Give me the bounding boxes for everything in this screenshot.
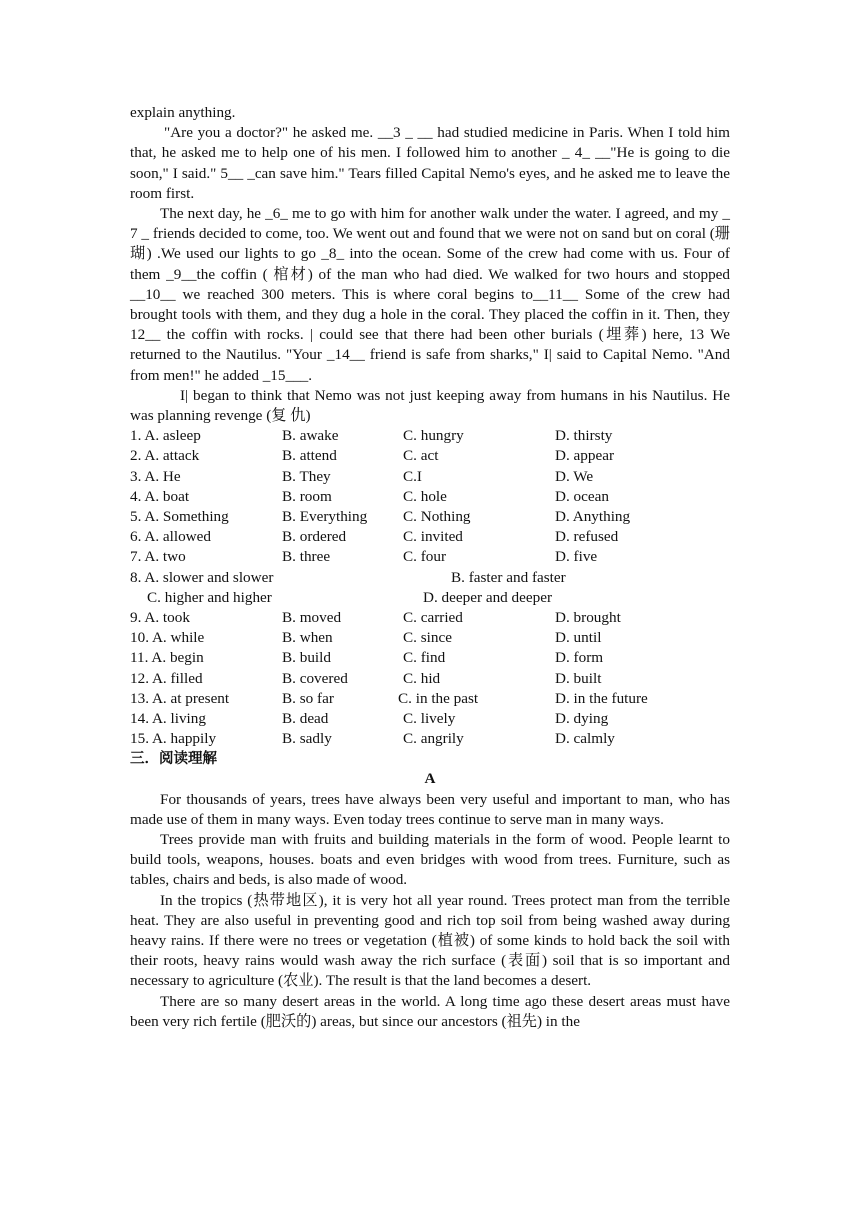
- option-c: C. carried: [403, 608, 463, 626]
- option-d: D. ocean: [555, 487, 609, 505]
- option-b: B. faster and faster: [451, 568, 566, 586]
- option-b: B. room: [282, 487, 332, 505]
- option-row-8b: [130, 588, 730, 608]
- option-row: [130, 446, 730, 466]
- option-d: D. form: [555, 649, 604, 667]
- option-a: 13. A. at present: [130, 689, 230, 707]
- option-d: D. five: [555, 548, 598, 566]
- option-c: C. higher and higher: [147, 588, 272, 606]
- cloze-paragraph-3: I| began to think that Nemo was not just keeping away from humans in his Nautilus. He was planning revenge (复 仇): [130, 386, 730, 425]
- option-a: 8. A. slower and slower: [130, 568, 274, 586]
- option-a: 7. A. two: [130, 548, 186, 566]
- option-row: [130, 527, 730, 547]
- option-a: 1. A. asleep: [130, 427, 201, 445]
- option-a: 10. A. while: [130, 629, 205, 647]
- option-b: B. awake: [282, 427, 339, 445]
- option-d: D. dying: [555, 709, 609, 727]
- option-c: C. in the past: [398, 689, 479, 707]
- cloze-paragraph-1: "Are you a doctor?" he asked me. __3 _ __ had studied medicine in Paris. When I told him that, he asked me to help one of his men. I followed him to another _ 4_ __"He is going to die soon," I said." 5__ _can save him." Tears filled Capital Nemo's eyes, and he asked me to leave the room first.: [130, 124, 730, 202]
- option-d: D. calmly: [555, 730, 615, 748]
- option-b: B. when: [282, 629, 333, 647]
- option-c: C. hungry: [403, 427, 464, 445]
- option-b: B. dead: [282, 709, 329, 727]
- option-d: D. deeper and deeper: [423, 588, 553, 606]
- reading-paragraph: For thousands of years, trees have always been very useful and important to man, who has made use of them in many ways. Even today trees continue to serve man in many ways.: [130, 790, 730, 828]
- option-c: C. four: [403, 548, 447, 566]
- option-d: D. Anything: [555, 508, 631, 525]
- option-row: [130, 628, 730, 648]
- option-d: D. in the future: [555, 689, 648, 707]
- option-row: [130, 729, 730, 749]
- option-d: D. appear: [555, 447, 615, 465]
- cloze-options: [130, 426, 730, 749]
- option-d: D. built: [555, 669, 602, 687]
- option-d: D. until: [555, 629, 602, 647]
- option-c: C. lively: [403, 709, 456, 727]
- reading-paragraph: In the tropics (热带地区), it is very hot all year round. Trees protect man from the terrible heat. They are also useful in preventing good and rich top soil from being washed away during heavy rains. If there were no trees or vegetation (植被) of some kinds to hold back the soil with their roots, heavy rains would wash away the rich surface (表面) soil that is so important and necessary to agriculture (农业). The result is that the land becomes a desert.: [130, 891, 730, 990]
- option-row: [130, 467, 730, 487]
- option-c: C. hole: [403, 487, 447, 505]
- option-c: C. invited: [403, 528, 463, 546]
- reading-paragraph: Trees provide man with fruits and building materials in the form of wood. People learnt to build tools, weapons, houses. boats and even bridges with wood from trees. Furniture, such as tables, chairs and beds, is also made of wood.: [130, 831, 730, 889]
- option-a: 11. A. begin: [130, 649, 204, 667]
- option-b: B. three: [282, 548, 331, 566]
- cloze-line-0: explain anything.: [130, 104, 236, 121]
- option-a: 15. A. happily: [130, 730, 217, 748]
- option-c: C. find: [403, 649, 446, 667]
- option-c: C. act: [403, 447, 439, 465]
- option-c: C. Nothing: [403, 508, 471, 525]
- option-a: 6. A. allowed: [130, 528, 211, 546]
- option-row: [130, 547, 730, 567]
- document-page: [130, 103, 730, 1032]
- option-b: B. attend: [282, 447, 337, 465]
- option-a: 2. A. attack: [130, 447, 200, 465]
- option-a: 4. A. boat: [130, 487, 190, 505]
- option-a: 12. A. filled: [130, 669, 203, 687]
- option-row: [130, 709, 730, 729]
- option-b: B. moved: [282, 608, 342, 626]
- option-a: 5. A. Something: [130, 508, 229, 525]
- option-a: 3. A. He: [130, 467, 181, 485]
- option-d: D. thirsty: [555, 427, 613, 445]
- option-c: C. angrily: [403, 730, 464, 748]
- option-row: [130, 648, 730, 668]
- option-c: C. hid: [403, 669, 441, 687]
- option-row: [130, 608, 730, 628]
- option-row-8a: [130, 568, 730, 588]
- option-c: C. since: [403, 629, 452, 647]
- cloze-passage: [130, 103, 730, 426]
- reading-paragraph: There are so many desert areas in the world. A long time ago these desert areas must have been very rich fertile (肥沃的) areas, but since our ancestors (祖先) in the: [130, 992, 730, 1030]
- option-b: B. ordered: [282, 528, 347, 546]
- option-d: D. We: [555, 467, 594, 485]
- option-b: B. so far: [282, 689, 334, 707]
- section-heading: 三．阅读理解: [130, 751, 217, 768]
- option-b: B. sadly: [282, 730, 332, 748]
- option-a: 9. A. took: [130, 608, 190, 626]
- cloze-paragraph-2: The next day, he _6_ me to go with him for another walk under the water. I agreed, and my _ 7 _ friends decided to come, too. We went out and found that we were not on sand but on coral (珊瑚) .We used our lights to go _8_ into the ocean. Some of the crew had come with us. Four of them _9__the coffin ( 棺材) of the man who had died. We walked for two hours and stopped __10__ we reached 300 meters. This is where coral begins to__11__ Some of the crew had brought tools with them, and they dug a hole in the coral. They placed the coffin in it. Then, they 12__ the coffin with rocks. | could see that there had been other burials (埋葬) here, 13 We returned to the Nautilus. "Your _14__ friend is safe from sharks," I| said to Capital Nemo. "And from men!" he added _15___.: [130, 205, 730, 384]
- option-row: [130, 507, 730, 527]
- option-b: B. build: [282, 649, 331, 667]
- option-row: [130, 669, 730, 689]
- option-c: C.I: [403, 467, 422, 485]
- reading-title: A: [424, 770, 436, 788]
- option-a: 14. A. living: [130, 709, 206, 727]
- option-b: B. covered: [282, 669, 348, 687]
- option-b: B. They: [282, 467, 331, 485]
- option-row: [130, 426, 730, 446]
- option-b: B. Everything: [282, 508, 368, 525]
- option-row: [130, 487, 730, 507]
- option-d: D. refused: [555, 528, 619, 546]
- option-row: [130, 689, 730, 709]
- option-d: D. brought: [555, 608, 621, 626]
